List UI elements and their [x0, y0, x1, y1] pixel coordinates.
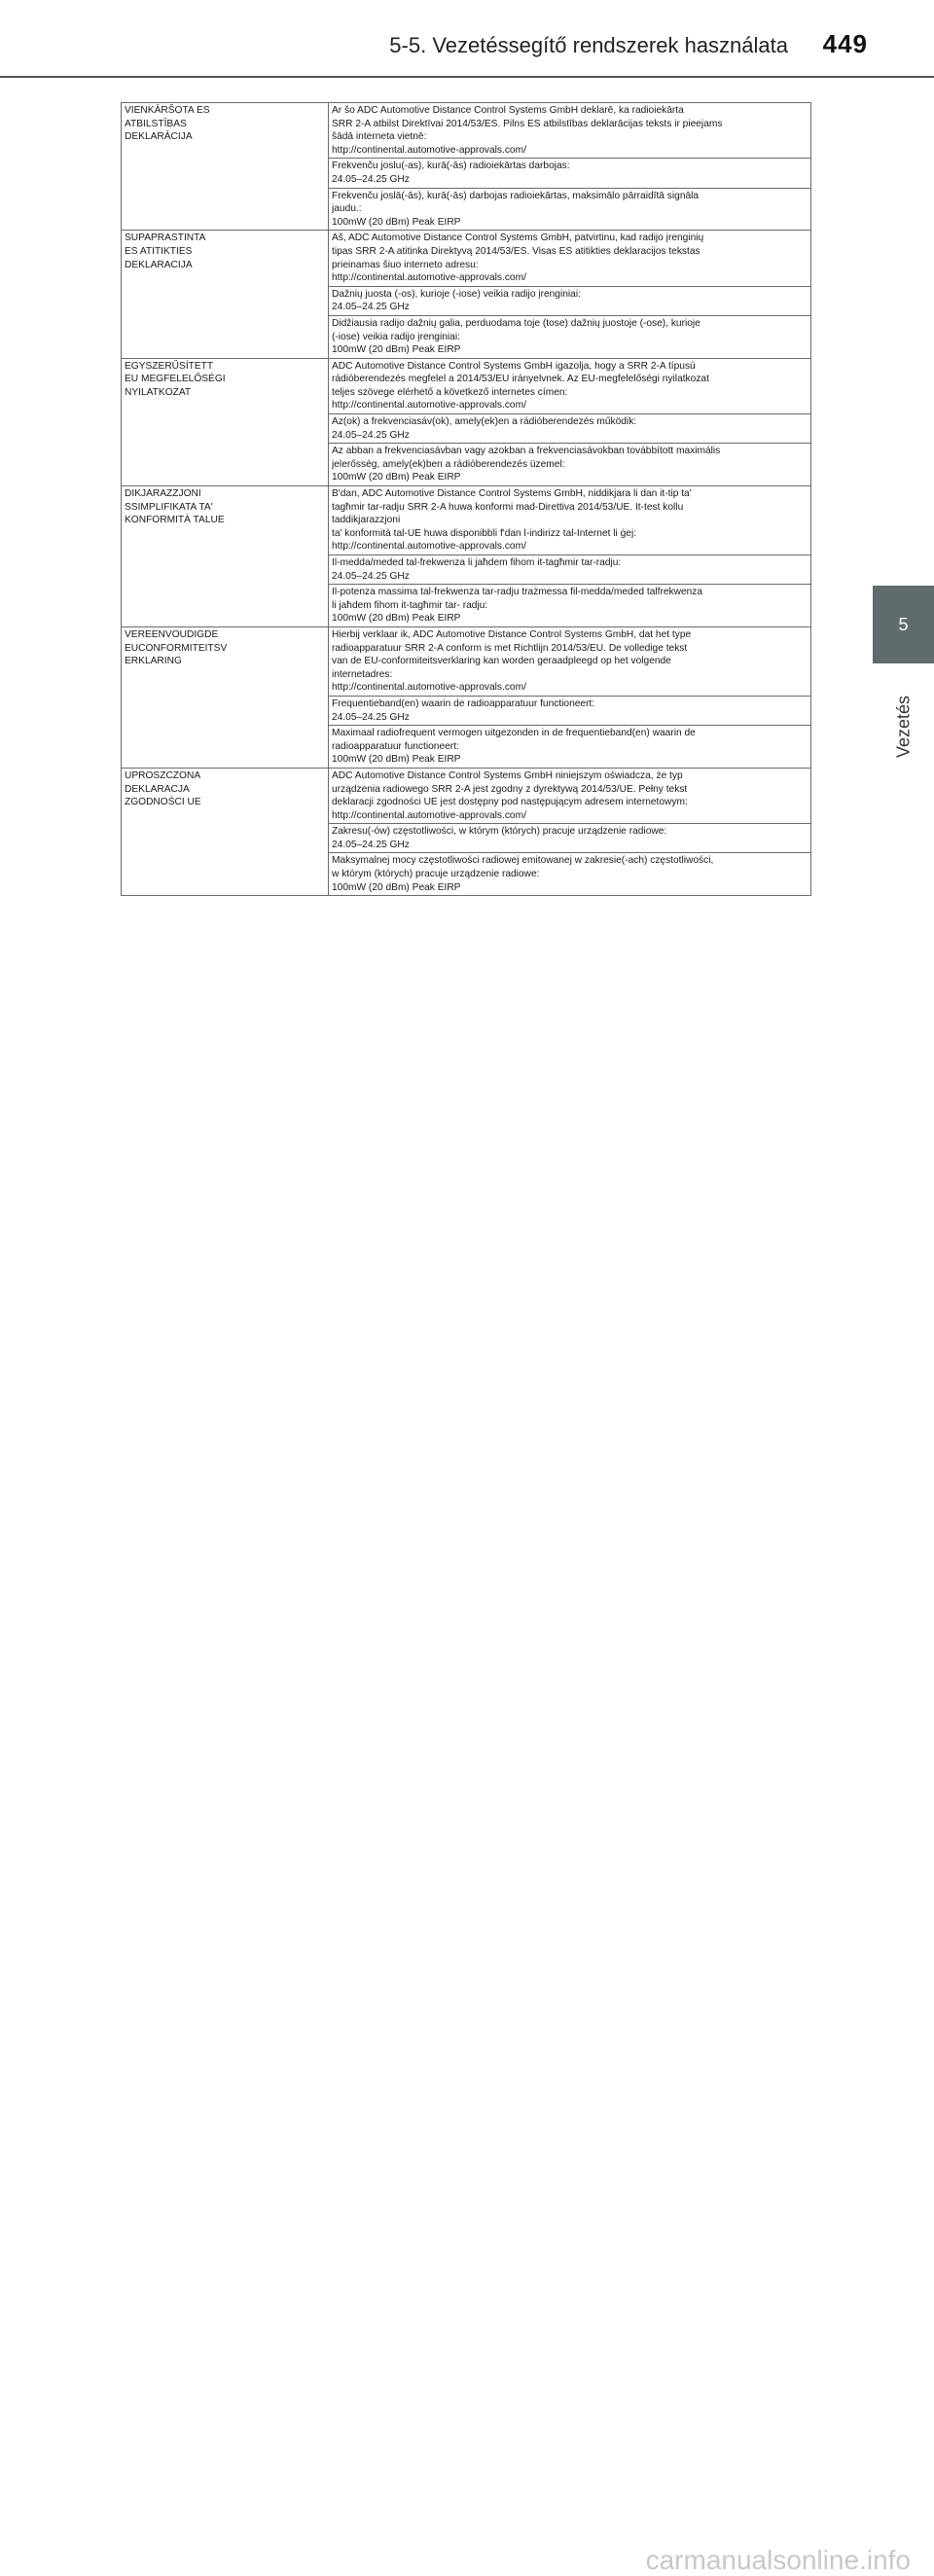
declaration-text-line: prieinamas šiuo interneto adresu: — [332, 259, 479, 270]
declaration-text-cell — [329, 555, 811, 585]
declaration-title-line: ATBILSTĪBAS — [125, 118, 187, 129]
declaration-text-line: radioapparatuur SRR 2-A conform is met Richtlijn 2014/53/EU. De volledige tekst — [332, 642, 688, 654]
declaration-text-cell — [329, 159, 811, 188]
declaration-text-line: http://continental.automotive-approvals.com/ — [332, 400, 526, 411]
section-title: 5-5. Vezetéssegítő rendszerek használata — [389, 33, 788, 57]
page-footer — [0, 1265, 934, 2575]
declaration-text-line: w którym (których) pracuje urządzenie radiowe: — [332, 869, 540, 880]
declaration-text-cell — [329, 696, 811, 725]
declaration-title-line: DEKLARACJA — [125, 783, 190, 795]
declaration-text-cell — [329, 315, 811, 358]
declaration-text-line: Frekvenču joslā(-ās), kurā(-ās) darbojas radioiekārtas, maksimālo pārraidītā signāla — [332, 190, 700, 201]
declaration-row — [122, 231, 811, 286]
declaration-text-cell — [329, 853, 811, 896]
declaration-title-cell — [122, 768, 329, 895]
declaration-text-line: rádióberendezés megfelel a 2014/53/EU irányelvnek. Az EU-megfelelőségi nyilatkozat — [332, 374, 709, 385]
declaration-title-line: DIKJARAZZJONI — [125, 488, 201, 500]
page-number: 449 — [822, 29, 868, 58]
declaration-text-line: tagħmir tar-radju SRR 2-A huwa konformi mad-Direttiva 2014/53/UE. It-test kollu — [332, 501, 684, 513]
declaration-text-line: radioapparatuur functioneert: — [332, 740, 459, 752]
declaration-title-cell — [122, 231, 329, 358]
declaration-text-line: 24.05–24.25 GHz — [332, 302, 410, 313]
declaration-text-line: 24.05–24.25 GHz — [332, 429, 410, 441]
declaration-text-line: Frequentieband(en) waarin de radioapparatuur functioneert: — [332, 698, 595, 709]
declaration-text-cell — [329, 726, 811, 769]
declaration-row — [122, 103, 811, 159]
declaration-text-cell — [329, 824, 811, 853]
declaration-title-line: UPROSZCZONA — [125, 769, 201, 781]
declaration-text-line: Hierbij verklaar ik, ADC Automotive Distance Control Systems GmbH, dat het type — [332, 628, 692, 640]
declaration-title-cell — [122, 486, 329, 627]
declaration-text-line: li jaħdem fihom it-tagħmir tar- radju: — [332, 599, 488, 611]
declaration-title-line: VIENKĀRŠOTA ES — [125, 105, 210, 116]
declaration-row — [122, 358, 811, 413]
declaration-title-cell — [122, 626, 329, 768]
declaration-title-line: ERKLARING — [125, 656, 182, 667]
declaration-text-cell — [329, 231, 811, 286]
declaration-text-line: Ar šo ADC Automotive Distance Control Systems GmbH deklarē, ka radioiekārta — [332, 105, 684, 116]
declaration-text-line: urządzenia radiowego SRR 2-A jest zgodny z dyrektywą 2014/53/UE. Pełny tekst — [332, 783, 688, 795]
header-divider — [0, 76, 934, 78]
declaration-text-line: internetadres: — [332, 668, 393, 680]
declaration-title-line: SUPAPRASTINTA — [125, 233, 206, 244]
declaration-text-line: tipas SRR 2-A atitinka Direktyvą 2014/53/ES. Visas ES atitikties deklaracijos tekstas — [332, 245, 700, 257]
declaration-text-line: van de EU-conformiteitsverklaring kan worden geraadpleegd op het volgende — [332, 656, 671, 667]
declaration-text-line: ADC Automotive Distance Control Systems GmbH niniejszym oświadcza, że typ — [332, 769, 683, 781]
declaration-text-line: SRR 2-A atbilst Direktīvai 2014/53/ES. Pilns ES atbilstības deklarācijas teksts ir pieejams — [332, 118, 723, 129]
declaration-text-line: Il-potenza massima tal-frekwenza tar-radju trażmessa fil-medda/meded talfrekwenza — [332, 587, 703, 598]
declaration-text-line: 100mW (20 dBm) Peak EIRP — [332, 472, 461, 483]
declaration-table — [121, 102, 811, 896]
declaration-text-line: Didžiausia radijo dažnių galia, perduodama toje (tose) dažnių juostoje (-ose), kurioje — [332, 317, 700, 329]
declaration-text-line: http://continental.automotive-approvals.com/ — [332, 682, 526, 694]
declaration-text-line: Az abban a frekvenciasávban vagy azokban a frekvenciasávokban továbbított maximális — [332, 446, 721, 457]
declaration-text-cell — [329, 626, 811, 696]
declaration-row — [122, 768, 811, 823]
declaration-text-line: jaudu.: — [332, 203, 362, 215]
declaration-title-line: DEKLARĀCIJA — [125, 131, 193, 143]
declaration-text-line: 100mW (20 dBm) Peak EIRP — [332, 344, 461, 356]
declaration-text-line: jelerősség, amely(ek)ben a rádióberendezés üzemel: — [332, 458, 565, 470]
declaration-title-line: DEKLARACIJA — [125, 259, 193, 270]
chapter-label-container — [873, 663, 934, 790]
declaration-title-line: ES ATITIKTIES — [125, 245, 193, 257]
declaration-text-line: taddikjarazzjoni — [332, 515, 401, 526]
declaration-text-line: http://continental.automotive-approvals.com/ — [332, 144, 526, 156]
declaration-text-line: 100mW (20 dBm) Peak EIRP — [332, 216, 461, 228]
declaration-text-cell — [329, 358, 811, 413]
declaration-text-line: šādā interneta vietnē: — [332, 131, 427, 143]
declaration-row — [122, 626, 811, 696]
declaration-text-line: 100mW (20 dBm) Peak EIRP — [332, 881, 461, 893]
declaration-text-line: 24.05–24.25 GHz — [332, 570, 410, 582]
declaration-text-line: Maksymalnej mocy częstotliwości radiowej emitowanej w zakresie(-ach) częstotliwości, — [332, 855, 714, 867]
declaration-text-cell — [329, 414, 811, 444]
declaration-title-line: EGYSZERŰSÍTETT — [125, 360, 214, 372]
page-header — [0, 0, 934, 78]
declaration-title-line: EUCONFORMITEITSV — [125, 642, 228, 654]
declaration-text-cell — [329, 768, 811, 823]
declaration-text-cell — [329, 286, 811, 315]
declaration-text-line: Maximaal radiofrequent vermogen uitgezonden in de frequentieband(en) waarin de — [332, 728, 696, 739]
declaration-text-line: Az(ok) a frekvenciasáv(ok), amely(ek)en a rádióberendezés működik: — [332, 416, 637, 428]
declaration-title-line: SSIMPLIFIKATA TA' — [125, 501, 213, 513]
declaration-text-cell — [329, 444, 811, 486]
declaration-text-line: 100mW (20 dBm) Peak EIRP — [332, 754, 461, 766]
declaration-text-line: 100mW (20 dBm) Peak EIRP — [332, 613, 461, 625]
declaration-text-line: ta' konformità tal-UE huwa disponibbli f'dan l-indirizz tal-Internet li ġej: — [332, 527, 637, 539]
declaration-text-line: Aš, ADC Automotive Distance Control Systems GmbH, patvirtinu, kad radijo įrenginių — [332, 233, 704, 244]
chapter-tab — [873, 586, 934, 663]
declaration-text-line: Il-medda/meded tal-frekwenza li jaħdem fihom it-tagħmir tar-radju: — [332, 557, 622, 568]
declaration-text-line: B'dan, ADC Automotive Distance Control Systems GmbH, niddikjara li dan it-tip ta' — [332, 488, 692, 500]
chapter-number: 5 — [898, 614, 909, 634]
declaration-text-line: 24.05–24.25 GHz — [332, 839, 410, 850]
declaration-text-cell — [329, 188, 811, 231]
declaration-text-line: (-iose) veikia radijo įrenginiai: — [332, 331, 460, 342]
declaration-title-cell — [122, 103, 329, 231]
declaration-text-line: Frekvenču joslu(-as), kurā(-ās) radioiekārtas darbojas: — [332, 161, 570, 172]
declaration-text-line: 24.05–24.25 GHz — [332, 711, 410, 723]
declaration-text-line: ADC Automotive Distance Control Systems GmbH igazolja, hogy a SRR 2-A típusú — [332, 360, 696, 372]
declaration-text-cell — [329, 585, 811, 627]
declaration-title-line: EU MEGFELELŐSÉGI — [125, 374, 226, 385]
watermark: carmanualsonline.info — [645, 2545, 911, 2575]
declaration-title-line: VEREENVOUDIGDE — [125, 628, 219, 640]
declaration-text-line: http://continental.automotive-approvals.com/ — [332, 541, 526, 553]
chapter-label: Vezetés — [893, 695, 913, 759]
declaration-text-line: teljes szövege elérhető a következő internetes címen: — [332, 386, 568, 398]
declaration-text-cell — [329, 486, 811, 555]
declaration-text-line: Dažnių juosta (-os), kurioje (-iose) veikia radijo įrenginiai: — [332, 288, 581, 300]
declaration-text-line: http://continental.automotive-approvals.com/ — [332, 272, 526, 284]
declaration-title-line: KONFORMITÀ TALUE — [125, 515, 225, 526]
declaration-row — [122, 486, 811, 555]
declaration-title-line: ZGODNOŚCI UE — [125, 797, 201, 808]
declaration-text-line: 24.05–24.25 GHz — [332, 173, 410, 185]
declaration-text-line: Zakresu(-ów) częstotliwości, w którym (których) pracuje urządzenie radiowe: — [332, 826, 667, 838]
declaration-title-cell — [122, 358, 329, 485]
declaration-text-line: http://continental.automotive-approvals.com/ — [332, 809, 526, 821]
declaration-text-cell — [329, 103, 811, 159]
declaration-text-line: deklaracji zgodności UE jest dostępny pod następującym adresem internetowym: — [332, 797, 688, 808]
declaration-title-line: NYILATKOZAT — [125, 386, 192, 398]
